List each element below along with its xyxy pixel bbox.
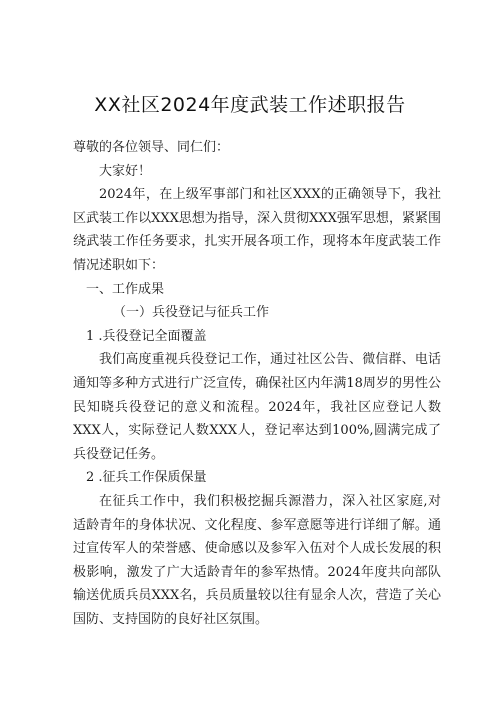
intro-paragraph: 2024年，在上级军事部门和社区XXX的正确领导下，我社区武装工作以XXX思想为指导，深入贯彻XXX强军思想，紧紧围绕武装工作任务要求，扎实开展各项工作，现将本年度武装工作情况述职如下： — [73, 187, 441, 273]
subsection-heading: （一）兵役登记与征兵工作 — [113, 305, 270, 321]
section-heading: 一、工作成果 — [86, 281, 165, 297]
salutation: 尊敬的各位领导、同仁们： — [73, 140, 230, 155]
greeting: 大家好！ — [99, 163, 152, 179]
document-title: XX社区2024年度武装工作述职报告 — [94, 94, 406, 116]
document-body — [73, 136, 441, 631]
item-paragraph-2: 在征兵工作中，我们积极挖掘兵源潜力，深入社区家庭,对适龄青年的身体状况、文化程度、参军意愿等进行详细了解。通过宣传军人的荣誉感、使命感以及参军入伍对个人成长发展的积极影响，激发了广大适龄青年的参军热情。2024年度共向部队输送优质兵员XXX名，兵员质量较以往有显余人次，营造了关心国防、支持国防的良好社区氛围。 — [73, 493, 441, 627]
item-heading-2: 2 .征兵工作保质保量 — [86, 470, 207, 486]
item-paragraph-1: 我们高度重视兵役登记工作，通过社区公告、微信群、电话通知等多种方式进行广泛宣传，确保社区内年满18周岁的男性公民知晓兵役登记的意义和流程。2024年，我社区应登记人数XXX人，实际登记人数XXX人，登记率达到100%,圆满完成了兵役登记任务。 — [73, 352, 441, 462]
item-heading-1: 1 .兵役登记全面覆盖 — [86, 328, 207, 344]
